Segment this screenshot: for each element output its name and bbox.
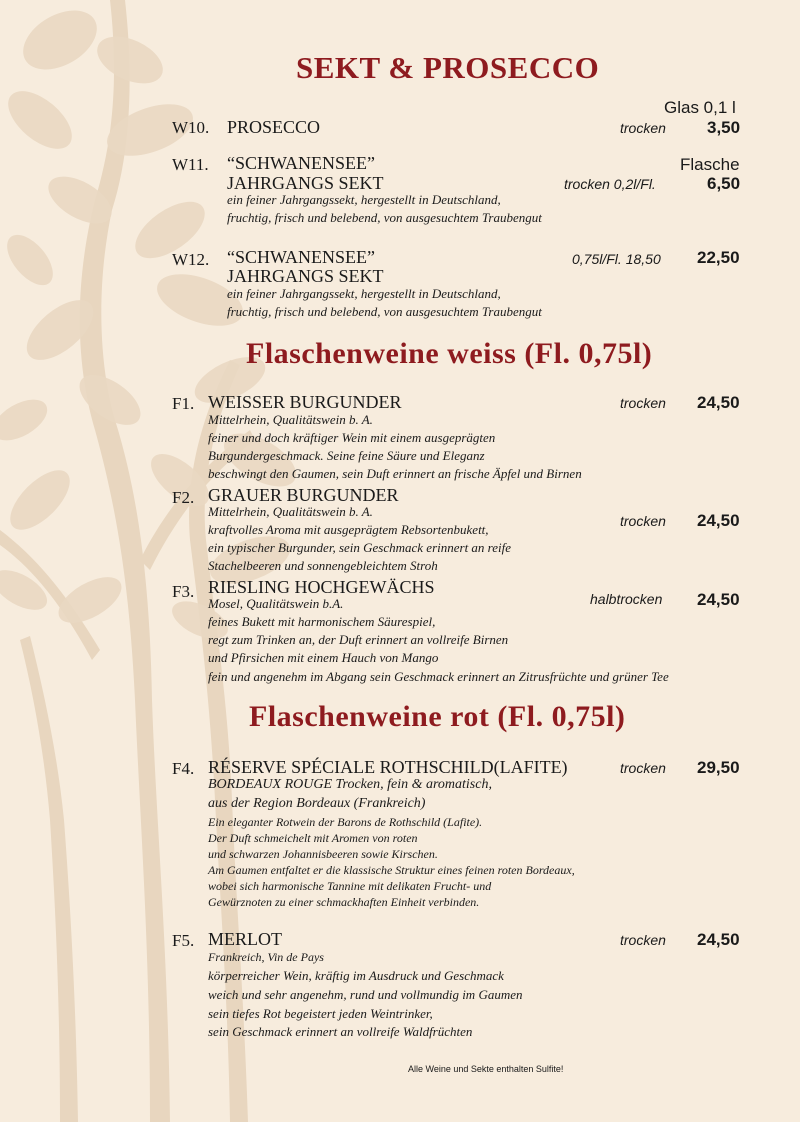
item-desc: beschwingt den Gaumen, sein Duft erinnert an frische Äpfel und Birnen (208, 466, 582, 481)
item-desc: weich und sehr angenehm, rund und vollmundig im Gaumen (208, 987, 523, 1002)
item-style: 0,75l/Fl. 18,50 (572, 251, 661, 267)
item-style: trocken (620, 513, 666, 529)
item-style: trocken (620, 395, 666, 411)
item-price: 24,50 (697, 590, 740, 609)
section-title-rot: Flaschenweine rot (Fl. 0,75l) (249, 700, 626, 733)
item-style: trocken (620, 120, 666, 136)
item-desc: ein feiner Jahrgangssekt, hergestellt in Deutschland, (227, 286, 501, 301)
flasche-label: Flasche (680, 155, 740, 174)
item-desc: sein Geschmack erinnert an vollreife Waldfrüchten (208, 1024, 473, 1039)
item-price: 24,50 (697, 511, 740, 530)
item-name-2: JAHRGANGS SEKT (227, 173, 384, 193)
item-code: W10. (172, 118, 210, 137)
item-code: F3. (172, 582, 195, 601)
item-name-2: JAHRGANGS SEKT (227, 266, 384, 286)
item-name: RÉSERVE SPÉCIALE ROTHSCHILD(LAFITE) (208, 757, 568, 777)
item-style: halbtrocken (590, 591, 663, 607)
item-desc: fein und angenehm im Abgang sein Geschmack erinnert an Zitrusfrüchte und grüner Tee (208, 669, 669, 684)
item-desc: feiner und doch kräftiger Wein mit einem ausgeprägten (208, 430, 496, 445)
item-desc: und Pfirsichen mit einem Hauch von Mango (208, 650, 439, 665)
item-code: F5. (172, 931, 195, 950)
item-desc: Frankreich, Vin de Pays (208, 950, 324, 964)
item-desc: Am Gaumen entfaltet er die klassische Struktur eines feinen roten Bordeaux, (208, 863, 575, 877)
item-name: PROSECCO (227, 117, 321, 137)
item-subtitle: aus der Region Bordeaux (Frankreich) (208, 796, 426, 811)
item-code: F2. (172, 488, 195, 507)
item-desc: fruchtig, frisch und belebend, von ausgesuchtem Traubengut (227, 304, 542, 319)
item-name: “SCHWANENSEE” (227, 247, 375, 267)
item-desc: wobei sich harmonische Tannine mit delikaten Frucht- und (208, 879, 492, 893)
item-desc: sein tiefes Rot begeistert jeden Weintrinker, (208, 1006, 433, 1021)
item-desc: Der Duft schmeichelt mit Aromen von roten (208, 831, 418, 845)
item-price: 24,50 (697, 393, 740, 412)
item-price: 24,50 (697, 930, 740, 949)
item-desc: Mosel, Qualitätswein b.A. (208, 596, 344, 611)
item-desc: Gewürznoten zu einer schmackhaften Einheit verbinden. (208, 895, 480, 909)
item-desc: ein typischer Burgunder, sein Geschmack erinnert an reife (208, 540, 512, 555)
item-desc: und schwarzen Johannisbeeren sowie Kirschen. (208, 847, 438, 861)
item-code: W12. (172, 250, 210, 269)
item-price: 6,50 (707, 174, 741, 193)
item-code: F1. (172, 394, 195, 413)
item-desc: körperreicher Wein, kräftig im Ausdruck und Geschmack (208, 968, 504, 983)
item-style: trocken (620, 760, 666, 776)
item-desc: kraftvolles Aroma mit ausgeprägtem Rebsortenbukett, (208, 522, 489, 537)
item-price: 3,50 (707, 118, 741, 137)
item-name: “SCHWANENSEE” (227, 153, 375, 173)
item-code: F4. (172, 759, 195, 778)
item-name: GRAUER BURGUNDER (208, 485, 399, 505)
section-title-weiss: Flaschenweine weiss (Fl. 0,75l) (246, 337, 653, 370)
item-style: trocken (620, 932, 666, 948)
item-desc: regt zum Trinken an, der Duft erinnert an vollreife Birnen (208, 632, 509, 647)
item-style: trocken 0,2l/Fl. (564, 176, 656, 192)
item-subtitle: BORDEAUX ROUGE Trocken, fein & aromatisch, (208, 777, 492, 792)
item-desc: Burgundergeschmack. Seine feine Säure und Eleganz (208, 448, 485, 463)
item-name: MERLOT (208, 929, 282, 949)
item-desc: Mittelrhein, Qualitätswein b. A. (208, 504, 373, 519)
item-desc: Ein eleganter Rotwein der Barons de Rothschild (Lafite). (208, 815, 483, 829)
item-code: W11. (172, 155, 209, 174)
item-desc: Stachelbeeren und sonnengebleichtem Stroh (208, 558, 438, 573)
item-name: RIESLING HOCHGEWÄCHS (208, 577, 435, 597)
sulfite-note: Alle Weine und Sekte enthalten Sulfite! (408, 1064, 564, 1074)
item-price: 22,50 (697, 248, 740, 267)
item-desc: feines Bukett mit harmonischem Säurespiel, (208, 614, 436, 629)
section-title-sekt: SEKT & PROSECCO (296, 50, 600, 85)
item-desc: ein feiner Jahrgangssekt, hergestellt in Deutschland, (227, 192, 501, 207)
item-desc: Mittelrhein, Qualitätswein b. A. (208, 412, 373, 427)
item-price: 29,50 (697, 758, 740, 777)
glas-label: Glas 0,1 l (664, 98, 736, 117)
item-name: WEISSER BURGUNDER (208, 392, 402, 412)
item-desc: fruchtig, frisch und belebend, von ausgesuchtem Traubengut (227, 210, 542, 225)
